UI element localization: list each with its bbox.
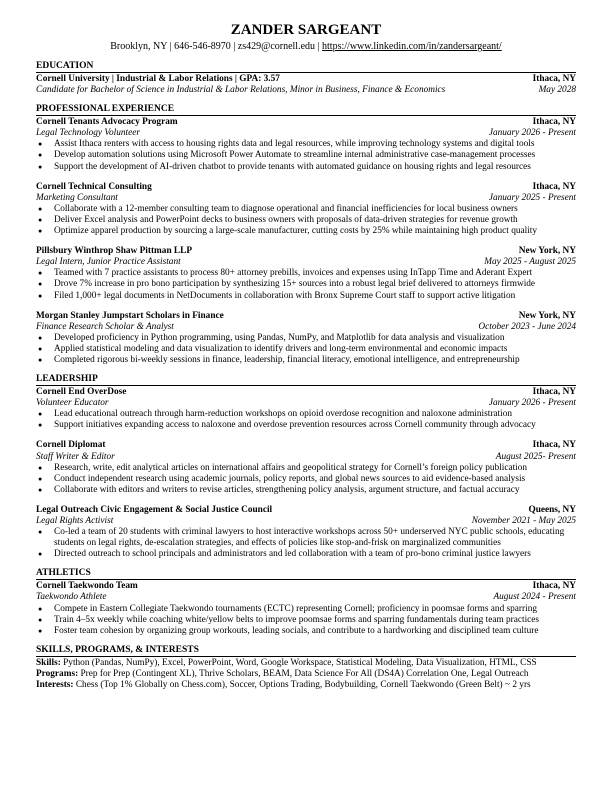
organization: Morgan Stanley Jumpstart Scholars in Finance [36, 310, 224, 321]
skills-label: Skills: [36, 657, 61, 668]
dates: November 2021 - May 2025 [471, 516, 576, 526]
bullet-list [36, 463, 576, 496]
location: Ithaca, NY [532, 581, 576, 592]
entry-role-row [36, 193, 576, 204]
bullet-item: ● Assist Ithaca renters with access to housing rights data and legal resources, while improving technology systems and digital tools [36, 139, 576, 150]
bullet-item: ● Support initiatives expanding access to naloxone and overdose prevention resources across Cornell community through advocacy [36, 420, 576, 431]
section-title: PROFESSIONAL EXPERIENCE [36, 104, 576, 116]
interests-text: Chess (Top 1% Globally on Chess.com), Soccer, Options Trading, Bodybuilding, Cornell Taekwondo (Green Belt) ~ 2 yrs [73, 680, 531, 691]
entry-role-row [36, 257, 576, 268]
bullet-item: ● Collaborate with a 12-member consulting team to diagnose operational and financial inefficiencies for local business owners [36, 204, 576, 215]
skills-text: Python (Pandas, NumPy), Excel, PowerPoint, Word, Google Workspace, Statistical Modeling, Data Visualization, HTML, CSS [60, 657, 537, 668]
entry-role-row [36, 398, 576, 409]
skills-line [36, 658, 576, 669]
bullet-item: ● Co-led a team of 20 students with criminal lawyers to host interactive workshops across 50+ underserved NYC public schools, educating students on legal rights, de-escalation strategies, and effects of policies like stop-and-frisk on marginalized communities [36, 527, 576, 549]
entry-header-row [36, 440, 576, 451]
bullet-item: ● Support the development of AI-driven chatbot to provide tenants with automated guidance on housing rights and legal resources [36, 162, 576, 173]
bullet-list [36, 604, 576, 637]
entry [36, 117, 576, 172]
dates: January 2026 - Present [488, 128, 576, 139]
entry-header-row [36, 505, 576, 516]
section-skills [36, 645, 576, 691]
location: Ithaca, NY [532, 181, 576, 192]
organization: Cornell Tenants Advocacy Program [36, 117, 178, 128]
section-title: LEADERSHIP [36, 374, 576, 386]
bullet-item: ● Applied statistical modeling and data visualization to identify drivers and long-term environmental and economic impacts [36, 344, 576, 355]
entry [36, 311, 576, 366]
location: Ithaca, NY [532, 74, 576, 84]
bullet-item: ● Collaborate with editors and writers to revise articles, strengthening policy analysis, argument structure, and factual accuracy [36, 485, 576, 496]
entry-role-row [36, 516, 576, 527]
entry [36, 182, 576, 237]
entry [36, 505, 576, 560]
section-leadership [36, 374, 576, 560]
section-title: ATHLETICS [36, 568, 576, 580]
bullet-item: ● Developed proficiency in Python programming, using Pandas, NumPy, and Matplotlib for data analysis and visualization [36, 333, 576, 344]
dates: August 2024 - Present [493, 592, 576, 603]
section-athletics [36, 568, 576, 636]
dates: August 2025- Present [495, 451, 576, 462]
organization: Pillsbury Winthrop Shaw Pittman LLP [36, 246, 193, 257]
contact-details: Brooklyn, NY | 646-546-8970 | zs429@cornell.edu | [110, 41, 323, 52]
bullet-item: ● Research, write, edit analytical articles on international affairs and geopolitical strategy for Cornell’s foreign policy publication [36, 463, 576, 474]
dates: October 2023 - June 2024 [478, 321, 576, 332]
entry-header-row [36, 182, 576, 193]
programs-line [36, 669, 576, 680]
entry-role-row [36, 128, 576, 139]
entry [36, 387, 576, 431]
entry [36, 74, 576, 96]
location: Ithaca, NY [532, 117, 576, 128]
bullet-item: ● Deliver Excel analysis and PowerPoint decks to business owners with proposals of data-driven strategies for revenue growth [36, 215, 576, 226]
bullet-list [36, 409, 576, 431]
programs-label: Programs: [36, 668, 79, 679]
entry-role-row [36, 85, 576, 96]
entry-header-row [36, 311, 576, 322]
organization: Cornell Technical Consulting [36, 181, 152, 192]
entry-role-row [36, 452, 576, 463]
bullet-list [36, 139, 576, 172]
location: Queens, NY [528, 504, 576, 515]
bullet-list [36, 333, 576, 366]
entry-header-row [36, 581, 576, 592]
bullet-item: ● Develop automation solutions using Microsoft Power Automate to streamline internal administrative case-management processes [36, 150, 576, 161]
linkedin-link[interactable]: https://www.linkedin.com/in/zandersargeant/ [322, 41, 502, 52]
section-title: SKILLS, PROGRAMS, & INTERESTS [36, 645, 576, 657]
dates: January 2026 - Present [488, 398, 576, 409]
section-education [36, 61, 576, 96]
bullet-item: ● Completed rigorous bi-weekly sessions in finance, leadership, financial literacy, emotional intelligence, and entrepreneurship [36, 355, 576, 366]
entry [36, 581, 576, 636]
entry-header-row [36, 387, 576, 398]
organization: Cornell End OverDose [36, 387, 127, 398]
contact-line [36, 40, 576, 53]
bullet-item: ● Filed 1,000+ legal documents in NetDocuments in collaboration with Bronx Supreme Court staff to support active litigation [36, 291, 576, 302]
bullet-list [36, 268, 576, 301]
role: Marketing Consultant [36, 192, 118, 203]
role: Taekwondo Athlete [36, 592, 107, 603]
bullet-list [36, 527, 576, 560]
bullet-list [36, 204, 576, 237]
entry [36, 246, 576, 301]
dates: May 2028 [538, 85, 576, 96]
programs-text: Prep for Prep (Contingent XL), Thrive Scholars, BEAM, Data Science For All (DS4A) Correlation One, Legal Outreach [78, 668, 529, 679]
entry-role-row [36, 592, 576, 603]
role: Legal Intern, Junior Practice Assistant [36, 257, 181, 268]
role: Finance Research Scholar & Analyst [36, 321, 174, 332]
interests-line [36, 680, 576, 691]
bullet-item: ● Train 4–5x weekly while coaching white/yellow belts to improve poomsae forms and sparring fundamentals during team practices [36, 615, 576, 626]
dates: January 2025 - Present [488, 192, 576, 203]
role: Volunteer Educator [36, 398, 109, 409]
section-title: EDUCATION [36, 61, 576, 73]
entry-header-row [36, 117, 576, 128]
location: New York, NY [518, 246, 576, 257]
organization: Legal Outreach Civic Engagement & Social Justice Council [36, 504, 273, 515]
organization: Cornell University | Industrial & Labor Relations | GPA: 3.57 [36, 74, 280, 84]
entry [36, 440, 576, 495]
bullet-item: ● Foster team cohesion by organizing group workouts, leading socials, and contribute to a hardworking and disciplined team culture [36, 626, 576, 637]
location: Ithaca, NY [532, 440, 576, 451]
entry-role-row [36, 322, 576, 333]
location: New York, NY [518, 310, 576, 321]
bullet-item: ● Directed outreach to school principals and administrators and led collaboration with a team of pro-bono criminal justice lawyers [36, 549, 576, 560]
role: Legal Rights Activist [36, 516, 114, 526]
entry-header-row [36, 246, 576, 257]
organization: Cornell Diplomat [36, 440, 106, 451]
organization: Cornell Taekwondo Team [36, 581, 138, 592]
bullet-item: ● Optimize apparel production by sourcing a large-scale manufacturer, cutting costs by 25% while maintaining high product quality [36, 226, 576, 237]
section-experience [36, 104, 576, 366]
role: Legal Technology Volunteer [36, 128, 140, 139]
bullet-item: ● Conduct independent research using academic journals, policy reports, and global news sources to aid evidence-based analysis [36, 474, 576, 485]
entry-header-row [36, 74, 576, 85]
bullet-item: ● Drove 7% increase in pro bono participation by synthesizing 15+ sources into a robust legal brief delivered to attorneys firmwide [36, 279, 576, 290]
role: Staff Writer & Editor [36, 451, 115, 462]
bullet-item: ● Teamed with 7 practice assistants to process 80+ attorney prebills, invoices and expenses using InTapp Time and Aderant Expert [36, 268, 576, 279]
candidate-name: ZANDER SARGEANT [230, 22, 382, 38]
dates: May 2025 - August 2025 [484, 257, 576, 268]
bullet-item: ● Compete in Eastern Collegiate Taekwondo tournaments (ECTC) representing Cornell; proficiency in poomsae forms and sparring [36, 604, 576, 615]
interests-label: Interests: [36, 680, 74, 691]
bullet-item: ● Lead educational outreach through harm-reduction workshops on opioid overdose recognition and naloxone administration [36, 409, 576, 420]
role: Candidate for Bachelor of Science in Industrial & Labor Relations, Minor in Business, Finance & Economics [36, 85, 446, 96]
location: Ithaca, NY [532, 387, 576, 398]
